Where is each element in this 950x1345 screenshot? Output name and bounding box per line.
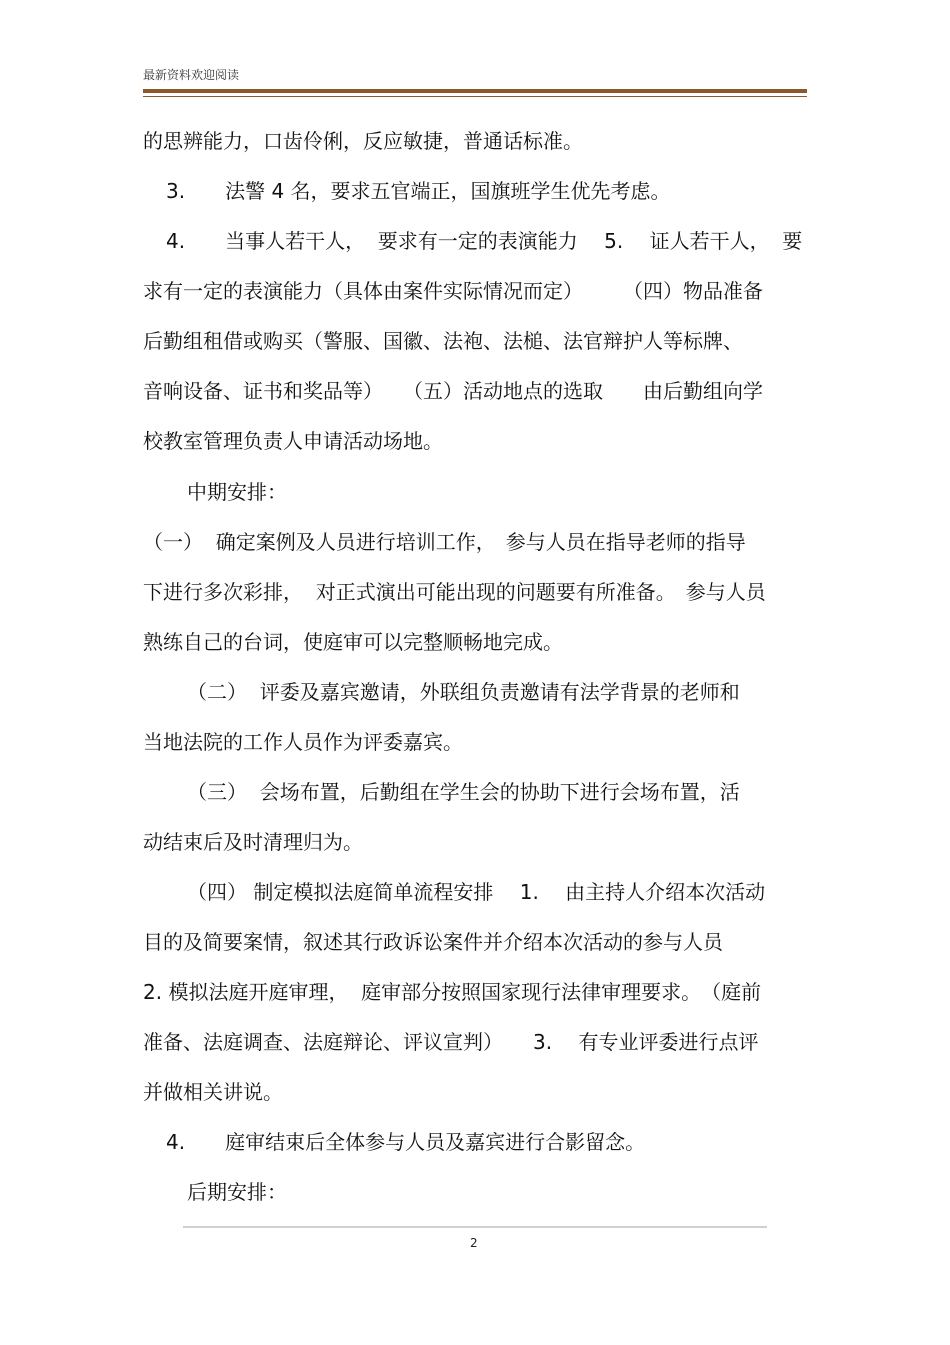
text-line: 后勤组租借或购买（警服、国徽、法袍、法槌、法官辩护人等标牌、 xyxy=(143,329,743,353)
text-line: （二） 评委及嘉宾邀请，外联组负责邀请有法学背景的老师和 xyxy=(187,680,740,704)
text-line: 准备、法庭调查、法庭辩论、评议宣判） 3. 有专业评委进行点评 xyxy=(143,1030,759,1054)
text-line: 校教室管理负责人申请活动场地。 xyxy=(143,429,443,453)
text-line: （四） 制定模拟法庭简单流程安排 1. 由主持人介绍本次活动 xyxy=(187,880,766,904)
text-line: 动结束后及时清理归为。 xyxy=(143,830,363,854)
text-line: 目的及简要案情，叙述其行政诉讼案件并介绍本次活动的参与人员 xyxy=(143,930,723,954)
text-line: 熟练自己的台词，使庭审可以完整顺畅地完成。 xyxy=(143,630,563,654)
text-line: 4. 庭审结束后全体参与人员及嘉宾进行合影留念。 xyxy=(166,1130,646,1154)
text-line: 求有一定的表演能力（具体由案件实际情况而定） （四）物品准备 xyxy=(143,279,763,303)
text-line: 2. 模拟法庭开庭审理， 庭审部分按照国家现行法律审理要求。 （庭前 xyxy=(143,980,762,1004)
text-line: 4. 当事人若干人， 要求有一定的表演能力 5. 证人若干人， 要 xyxy=(166,229,803,253)
text-line: （三） 会场布置，后勤组在学生会的协助下进行会场布置，活 xyxy=(187,780,740,804)
text-line: 并做相关讲说。 xyxy=(143,1080,283,1104)
section-heading: 后期安排： xyxy=(187,1180,287,1204)
page-header-text: 最新资料欢迎阅读 xyxy=(143,68,240,82)
footer-rule xyxy=(183,1226,767,1228)
text-line: 下进行多次彩排， 对正式演出可能出现的问题要有所准备。 参与人员 xyxy=(143,580,766,604)
text-line: 的思辨能力，口齿伶俐，反应敏捷，普通话标准。 xyxy=(143,129,583,153)
text-line: 3. 法警 4 名，要求五官端正，国旗班学生优先考虑。 xyxy=(166,179,671,203)
text-line: 音响设备、证书和奖品等） （五）活动地点的选取 由后勤组向学 xyxy=(143,379,763,403)
text-line: （一） 确定案例及人员进行培训工作， 参与人员在指导老师的指导 xyxy=(143,530,746,554)
section-heading: 中期安排： xyxy=(187,480,287,504)
page-number: 2 xyxy=(470,1236,478,1250)
header-rule-thick xyxy=(143,89,807,93)
text-line: 当地法院的工作人员作为评委嘉宾。 xyxy=(143,730,463,754)
header-rule-thin xyxy=(143,96,807,97)
